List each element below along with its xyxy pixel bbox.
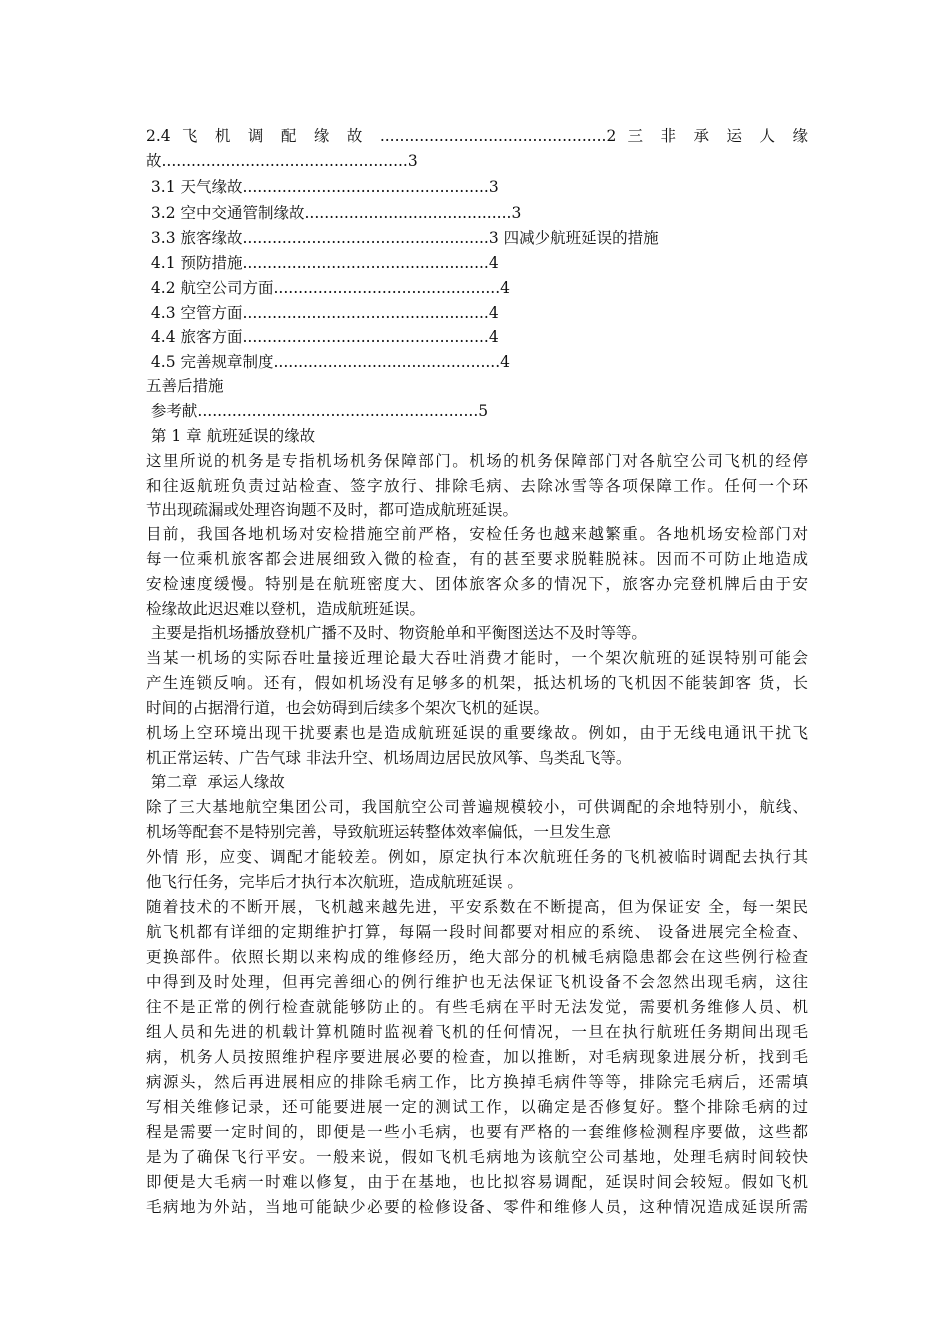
text-line: 中得到及时处理，但再完善细心的例行维护也无法保证飞机设备不会忽然出现毛病，这往: [146, 973, 808, 991]
text-line: 时间的占据滑行道，也会妨碍到后续多个架次飞机的延误。: [146, 699, 550, 717]
text-line: 当某一机场的实际吞吐量接近理论最大吞吐消费才能时，一个架次航班的延误特别可能会: [146, 649, 808, 667]
text-line: 主要是指机场播放登机广播不及时、物资舱单和平衡图送达不及时等等。: [146, 624, 647, 642]
text-line: 目前，我国各地机场对安检措施空前严格，安检任务也越来越繁重。各地机场安检部门对: [146, 525, 808, 543]
toc-item: 五善后措施: [146, 377, 224, 395]
text-line: 组人员和先进的机载计算机随时监视着飞机的任何情况，一旦在执行航班任务期间出现毛: [146, 1023, 808, 1041]
chapter-heading: 第二章 承运人缘故: [146, 773, 285, 791]
text-line: 病，机务人员按照维护程序要进展必要的检查，加以推断，对毛病现象进展分析，找到毛: [146, 1048, 808, 1066]
toc-item: 4.3 空管方面..................................................4: [146, 304, 499, 322]
text-line: 他飞行任务，完毕后才执行本次航班，造成航班延误 。: [146, 873, 523, 891]
text-line: 机场上空环境出现干扰要素也是造成航班延误的重要缘故。例如，由于无线电通讯干扰飞: [146, 724, 808, 742]
toc-item: 4.4 旅客方面..................................................4: [146, 328, 499, 346]
chapter-heading: 第 1 章 航班延误的缘故: [146, 427, 316, 445]
toc-line: 故..................................................3: [146, 152, 418, 170]
toc-item: 4.1 预防措施..................................................4: [146, 254, 499, 272]
text-line: 即便是大毛病一时难以修复，由于在基地，也比拟容易调配，延误时间会较短。假如飞机: [146, 1173, 808, 1191]
toc-item: 3.3 旅客缘故..................................................3 四减少航班延误的措施: [146, 229, 659, 247]
text-line: 往不是正常的例行检查就能够防止的。有些毛病在平时无法发觉，需要机务维修人员、机: [146, 998, 808, 1016]
toc-item: 4.5 完善规章制度..............................................4: [146, 353, 511, 371]
text-line: 安检速度缓慢。特别是在航班密度大、团体旅客众多的情况下，旅客办完登机牌后由于安: [146, 575, 808, 593]
toc-item: 参考献.........................................................5: [146, 402, 489, 420]
text-line: 检缘故此迟迟难以登机，造成航班延误。: [146, 600, 426, 618]
text-line: 程是需要一定时间的，即便是一些小毛病，也要有严格的一套维修检测程序要做，这些都: [146, 1123, 808, 1141]
text-line: 机场等配套不是特别完善，导致航班运转整体效率偏低，一旦发生意: [146, 823, 612, 841]
toc-item: 4.2 航空公司方面..............................................4: [146, 279, 511, 297]
text-line: 毛病地为外站，当地可能缺少必要的检修设备、零件和维修人员，这种情况造成延误所需: [146, 1198, 808, 1216]
toc-item: 3.2 空中交通管制缘故..........................................3: [146, 204, 522, 222]
text-line: 病源头，然后再进展相应的排除毛病工作，比方换掉毛病件等等，排除完毛病后，还需填: [146, 1073, 808, 1091]
text-line: 节出现疏漏或处理咨询题不及时，都可造成航班延误。: [146, 501, 519, 519]
text-line: 是为了确保飞行平安。一般来说，假如飞机毛病地为该航空公司基地，处理毛病时间较快: [146, 1148, 808, 1166]
text-line: 机正常运转、广告气球 非法升空、机场周边居民放风筝、鸟类乱飞等。: [146, 749, 632, 767]
text-line: 除了三大基地航空集团公司，我国航空公司普遍规模较小，可供调配的余地特别小，航线、: [146, 798, 808, 816]
text-line: 这里所说的机务是专指机场机务保障部门。机场的机务保障部门对各航空公司飞机的经停: [146, 452, 808, 470]
text-line: 外情 形，应变、调配才能较差。例如，原定执行本次航班任务的飞机被临时调配去执行其: [146, 848, 808, 866]
text-line: 写相关维修记录，还可能要进展一定的测试工作，以确定是否修复好。整个排除毛病的过: [146, 1098, 808, 1116]
text-line: 随着技术的不断开展，飞机越来越先进，平安系数在不断提高，但为保证安 全，每一架民: [146, 898, 808, 916]
text-line: 和往返航班负责过站检查、签字放行、排除毛病、去除冰雪等各项保障工作。任何一个环: [146, 477, 808, 495]
text-line: 产生连锁反响。还有，假如机场没有足够多的机架，抵达机场的飞机因不能装卸客 货，长: [146, 674, 808, 692]
toc-item: 3.1 天气缘故..................................................3: [146, 178, 499, 196]
toc-line: 2.4 飞 机 调 配 缘 故 ..............................................2 三 非 承 运 人 缘: [146, 127, 808, 145]
text-line: 每一位乘机旅客都会进展细致入微的检查，有的甚至要求脱鞋脱袜。因而不可防止地造成: [146, 550, 808, 568]
text-line: 航飞机都有详细的定期维护打算，每隔一段时间都要对相应的系统、 设备进展完全检查、: [146, 923, 808, 941]
text-line: 更换部件。依照长期以来构成的维修经历，绝大部分的机械毛病隐患都会在这些例行检查: [146, 948, 808, 966]
